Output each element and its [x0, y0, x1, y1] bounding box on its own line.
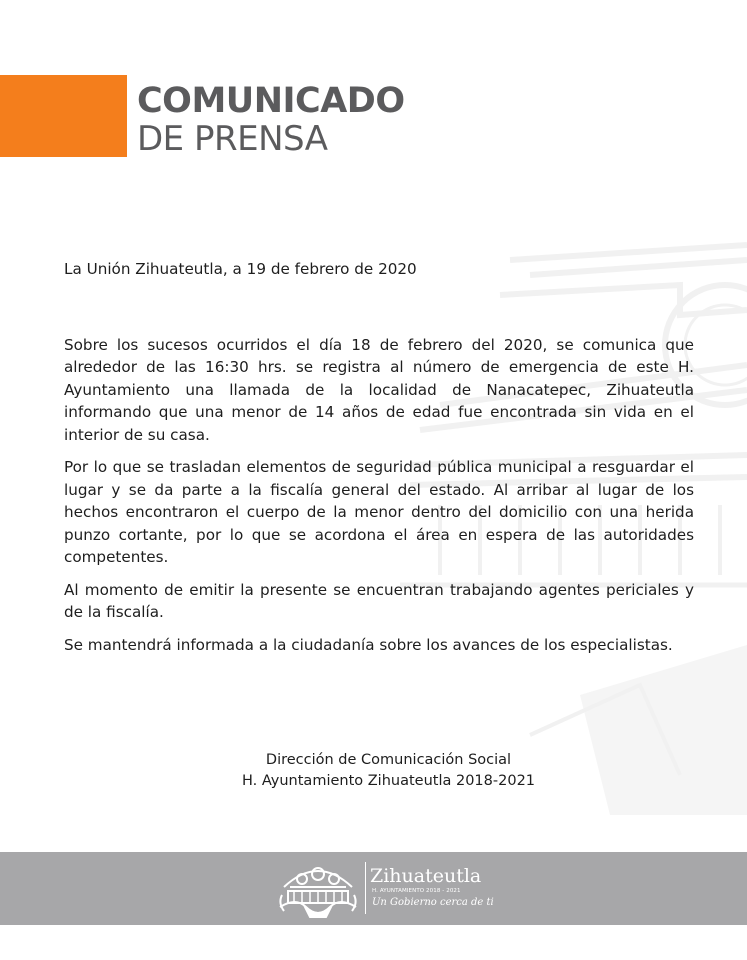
paragraph-2: Por lo que se trasladan elementos de seguridad pública municipal a resguardar el lugar y se da parte a la fiscalía general del estado. Al arribar al lugar de los hechos encontraron el cuerpo de la menor dentro del domicilio con una herida punzo cortante, por lo que se acordona el área en espera de las autoridades competentes. [64, 458, 694, 566]
footer-bar [0, 852, 747, 925]
title-line-1: COMUNICADO [137, 81, 405, 121]
page-title [137, 81, 405, 159]
logo-name: Zihuateutla [370, 865, 482, 887]
title-line-2: DE PRENSA [137, 119, 328, 159]
orange-accent-block [0, 75, 127, 157]
paragraph-1: Sobre los sucesos ocurridos el día 18 de febrero del 2020, se comunica que alrededor de las 16:30 hrs. se registra al número de emergencia de este H. Ayuntamiento una llamada de la localidad de Nanacatepec, Zihuateutla informando que una menor de 14 años de edad fue encontrada sin vida en el interior de su casa. [64, 335, 694, 444]
paragraph-4: Se mantendrá informada a la ciudadanía sobre los avances de los especialistas. [64, 635, 673, 654]
signature-block [0, 750, 747, 792]
signature-line-2: H. Ayuntamiento Zihuateutla 2018-2021 [241, 773, 536, 789]
dateline: La Unión Zihuateutla, a 19 de febrero de 2020 [64, 260, 417, 278]
signature-line-1: Dirección de Comunicación Social [265, 752, 512, 768]
document-body [64, 258, 694, 656]
logo-slogan: Un Gobierno cerca de ti [372, 897, 494, 908]
paragraph-3: Al momento de emitir la presente se encuentran trabajando agentes periciales y de la fiscalía. [64, 580, 694, 621]
logo-divider [365, 862, 366, 914]
logo-subtitle: H. AYUNTAMIENTO 2018 - 2021 [372, 888, 461, 894]
municipal-emblem-icon [276, 857, 360, 919]
